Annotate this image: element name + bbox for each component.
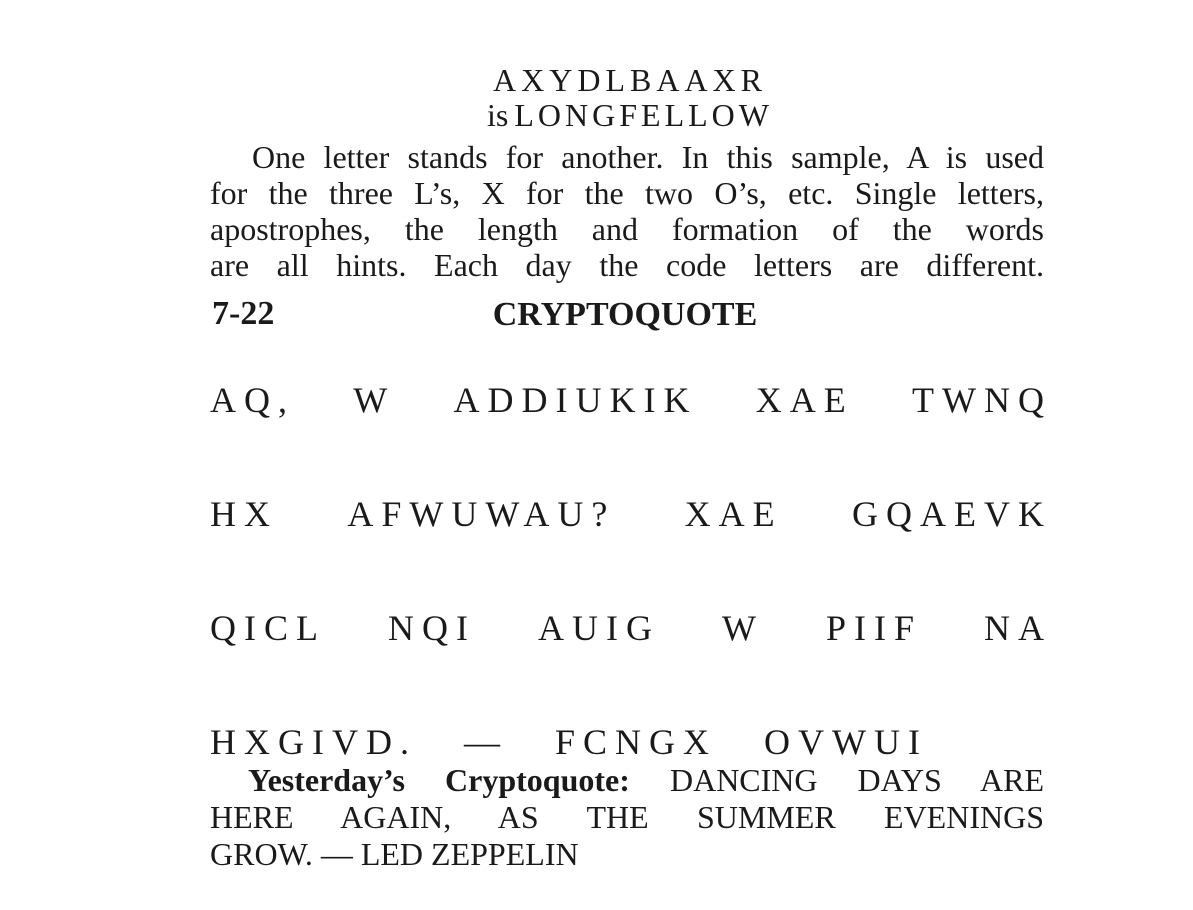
cipher-line [210,722,928,762]
cipher-word: — [463,722,508,762]
yesterday-label: Yesterday’s Cryptoquote: [248,762,630,798]
cipher-word: AFWUWAU? [347,494,616,534]
puzzle-date: 7-22 [212,295,275,332]
puzzle-title: CRYPTOQUOTE [492,296,758,333]
cipher-word: FCNGX [554,722,718,762]
cipher-word: QICL [210,608,326,648]
cipher-word: GQAEVK [852,494,1052,534]
yesterday-line: GROW. — LED ZEPPELIN [210,836,579,872]
cipher-word: AQ, [210,380,295,420]
cipher-word: HX [210,494,278,534]
cipher-line [210,608,1052,648]
cipher-line [210,380,1052,420]
cipher-word: XAE [755,380,854,420]
cipher-word: PIIF [825,608,922,648]
cipher-word: HXGIVD. [210,722,417,762]
instructions-line: for the three L’s, X for the two O’s, etc. Single letters, [210,175,1044,211]
yesterday-line [210,762,1044,799]
instructions-line: One letter stands for another. In this sample, A is used [252,139,1044,175]
cipher-word: AUIG [537,608,660,648]
yesterday-answer [210,762,1044,873]
sample-answer [0,98,1193,132]
cipher-word: NQI [388,608,476,648]
sample-is-word: is [487,97,509,133]
cipher-word: W [721,608,764,648]
cipher-word: NA [983,608,1052,648]
yesterday-line: HERE AGAIN, AS THE SUMMER EVENINGS [210,799,1044,835]
cipher-word: XAE [684,494,783,534]
instructions [210,139,1044,283]
cipher-word: TWNQ [912,380,1052,420]
instructions-line: apostrophes, the length and formation of the words [210,211,1044,247]
cipher-word: W [353,380,396,420]
sample-code: AXYDLBAAXR [493,62,767,98]
instructions-line: are all hints. Each day the code letters are different. [210,247,1044,283]
cipher-word: OVWUI [764,722,928,762]
cipher-word: ADDIUKIK [453,380,698,420]
yesterday-text: DANCING DAYS ARE [669,762,1045,798]
sample-answer-word: LONGFELLOW [514,97,773,133]
cipher-line [210,494,1052,534]
